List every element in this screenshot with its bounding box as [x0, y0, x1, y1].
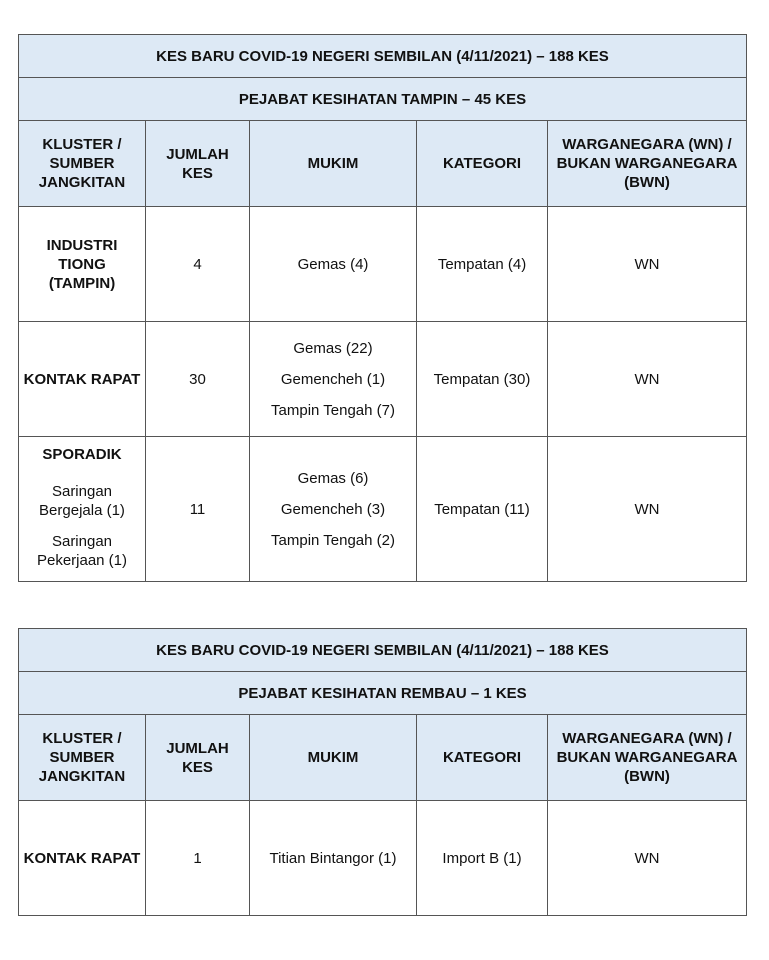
cell-kategori: Tempatan (4) — [417, 207, 548, 322]
cell-mukim: Titian Bintangor (1) — [250, 801, 417, 916]
cell-warga: WN — [548, 322, 747, 437]
kluster-item: Saringan Pekerjaan (1) — [36, 533, 128, 569]
table-title: KES BARU COVID-19 NEGERI SEMBILAN (4/11/2021) – 188 KES — [19, 629, 747, 672]
mukim-item: Gemas (22) — [293, 339, 373, 357]
table-row — [19, 437, 747, 582]
header-mukim: MUKIM — [250, 715, 417, 801]
cell-jumlah: 1 — [146, 801, 250, 916]
cell-kategori: Tempatan (11) — [417, 437, 548, 582]
mukim-item: Gemas (6) — [297, 469, 369, 487]
cell-kategori: Import B (1) — [417, 801, 548, 916]
kluster-title: SPORADIK — [42, 446, 122, 463]
cell-mukim: Gemas (4) — [250, 207, 417, 322]
header-warga: WARGANEGARA (WN) / BUKAN WARGANEGARA (BWN) — [548, 715, 747, 801]
header-kluster: KLUSTER / SUMBER JANGKITAN — [19, 715, 146, 801]
cell-warga: WN — [548, 207, 747, 322]
header-kategori: KATEGORI — [417, 121, 548, 207]
cell-warga: WN — [548, 801, 747, 916]
header-kluster: KLUSTER / SUMBER JANGKITAN — [19, 121, 146, 207]
cell-mukim — [250, 322, 417, 437]
kluster-item: Saringan Bergejala (1) — [39, 483, 125, 519]
cell-kluster: KONTAK RAPAT — [19, 801, 146, 916]
cell-kategori: Tempatan (30) — [417, 322, 548, 437]
mukim-item: Tampin Tengah (7) — [271, 401, 395, 419]
cell-jumlah: 30 — [146, 322, 250, 437]
cell-kluster — [19, 437, 146, 582]
table-row — [19, 322, 747, 437]
table-subtitle: PEJABAT KESIHATAN TAMPIN – 45 KES — [19, 78, 747, 121]
mukim-item: Gemencheh (3) — [280, 500, 386, 518]
cell-warga: WN — [548, 437, 747, 582]
header-mukim: MUKIM — [250, 121, 417, 207]
table-subtitle: PEJABAT KESIHATAN REMBAU – 1 KES — [19, 672, 747, 715]
header-jumlah: JUMLAH KES — [146, 121, 250, 207]
cell-mukim — [250, 437, 417, 582]
tampin-cases-table — [18, 34, 747, 582]
cell-kluster: INDUSTRI TIONG (TAMPIN) — [19, 207, 146, 322]
header-jumlah: JUMLAH KES — [146, 715, 250, 801]
header-warga: WARGANEGARA (WN) / BUKAN WARGANEGARA (BWN) — [548, 121, 747, 207]
cell-kluster: KONTAK RAPAT — [19, 322, 146, 437]
header-kategori: KATEGORI — [417, 715, 548, 801]
table-row — [19, 801, 747, 916]
table-row — [19, 207, 747, 322]
mukim-item: Gemencheh (1) — [280, 370, 386, 388]
rembau-cases-table — [18, 628, 747, 916]
cell-jumlah: 11 — [146, 437, 250, 582]
cell-jumlah: 4 — [146, 207, 250, 322]
mukim-item: Tampin Tengah (2) — [271, 531, 395, 549]
table-title: KES BARU COVID-19 NEGERI SEMBILAN (4/11/2021) – 188 KES — [19, 35, 747, 78]
